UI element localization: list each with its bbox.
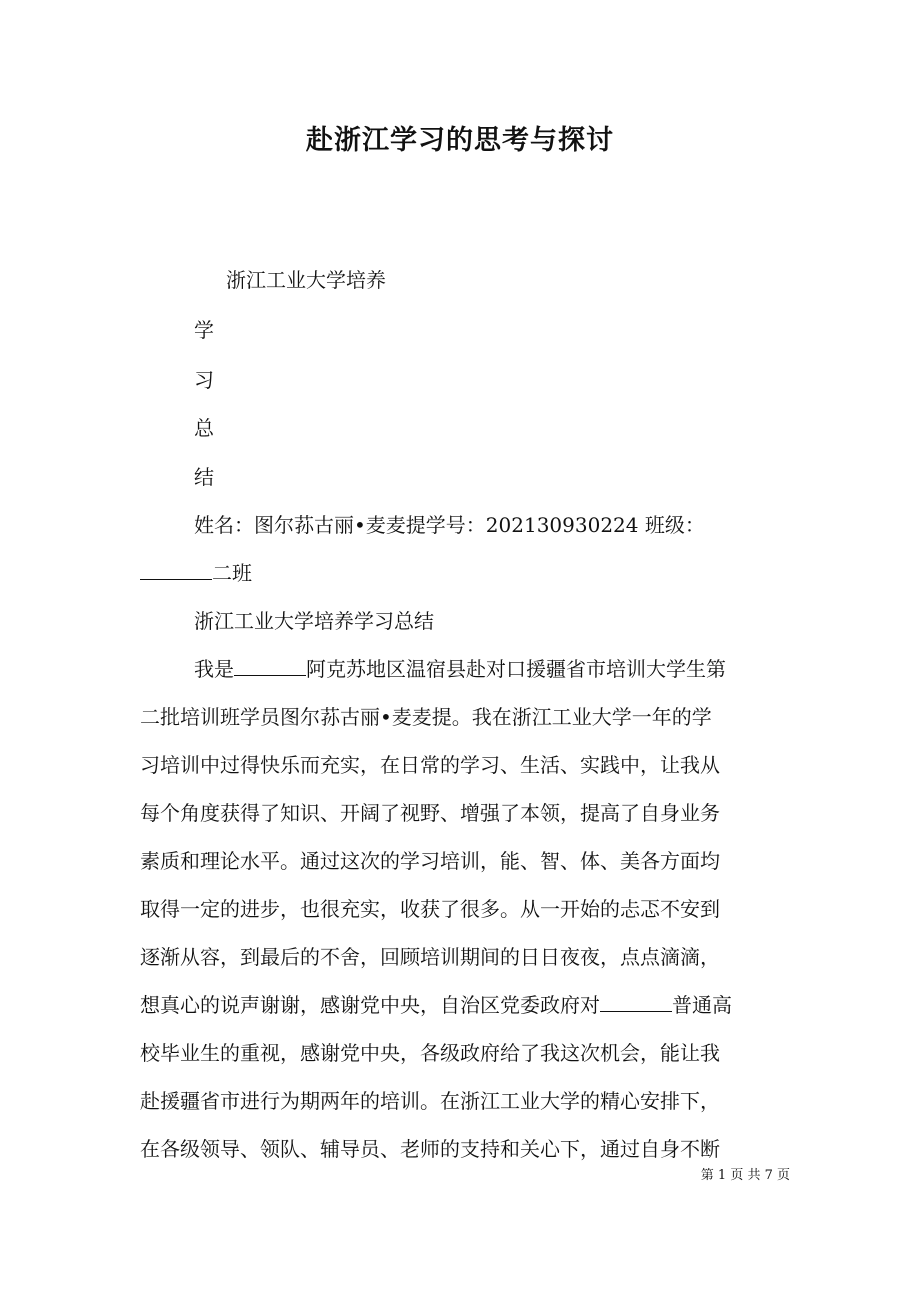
cover-vertical-char: 总 [194, 416, 214, 440]
paragraph-text: 阿克苏地区温宿县赴对口援疆省市培训大学生第 [306, 657, 726, 681]
paragraph-text: 普通高 [672, 993, 732, 1017]
paragraph-line: 取得一定的进步，也很充实，收获了很多。从一开始的忐忑不安到 [140, 897, 720, 921]
paragraph-line [194, 655, 844, 683]
class-line [140, 559, 790, 587]
fill-blank [600, 993, 672, 1012]
fill-blank [140, 561, 212, 580]
cover-school: 浙江工业大学培养 [226, 268, 386, 292]
paragraph-line: 赴援疆省市进行为期两年的培训。在浙江工业大学的精心安排下， [140, 1089, 720, 1113]
cover-vertical-char: 结 [194, 465, 214, 489]
fill-blank [234, 657, 306, 676]
paragraph-line: 校毕业生的重视，感谢党中央，各级政府给了我这次机会，能让我 [140, 1041, 720, 1065]
class-name: 二班 [212, 561, 252, 585]
student-info-line: 姓名：图尔荪古丽•麦麦提学号：202130930224 班级： [194, 513, 705, 537]
document-title: 赴浙江学习的思考与探讨 [306, 125, 614, 156]
paragraph-line: 在各级领导、领队、辅导员、老师的支持和关心下，通过自身不断 [140, 1137, 720, 1161]
page-number-footer: 第 1 页 共 7 页 [700, 1168, 790, 1183]
paragraph-text: 我是 [194, 657, 234, 681]
paragraph-line: 每个角度获得了知识、开阔了视野、增强了本领，提高了自身业务 [140, 801, 720, 825]
paragraph-line: 逐渐从容，到最后的不舍，回顾培训期间的日日夜夜，点点滴滴， [140, 945, 720, 969]
paragraph-text: 想真心的说声谢谢，感谢党中央，自治区党委政府对 [140, 993, 600, 1017]
cover-vertical-char: 学 [194, 318, 214, 342]
paragraph-line: 习培训中过得快乐而充实，在日常的学习、生活、实践中，让我从 [140, 753, 720, 777]
cover-vertical-char: 习 [194, 368, 214, 392]
paragraph-line: 素质和理论水平。通过这次的学习培训，能、智、体、美各方面均 [140, 849, 720, 873]
section-heading: 浙江工业大学培养学习总结 [194, 609, 434, 633]
paragraph-line: 二批培训班学员图尔荪古丽•麦麦提。我在浙江工业大学一年的学 [140, 705, 712, 729]
paragraph-line [140, 991, 790, 1019]
